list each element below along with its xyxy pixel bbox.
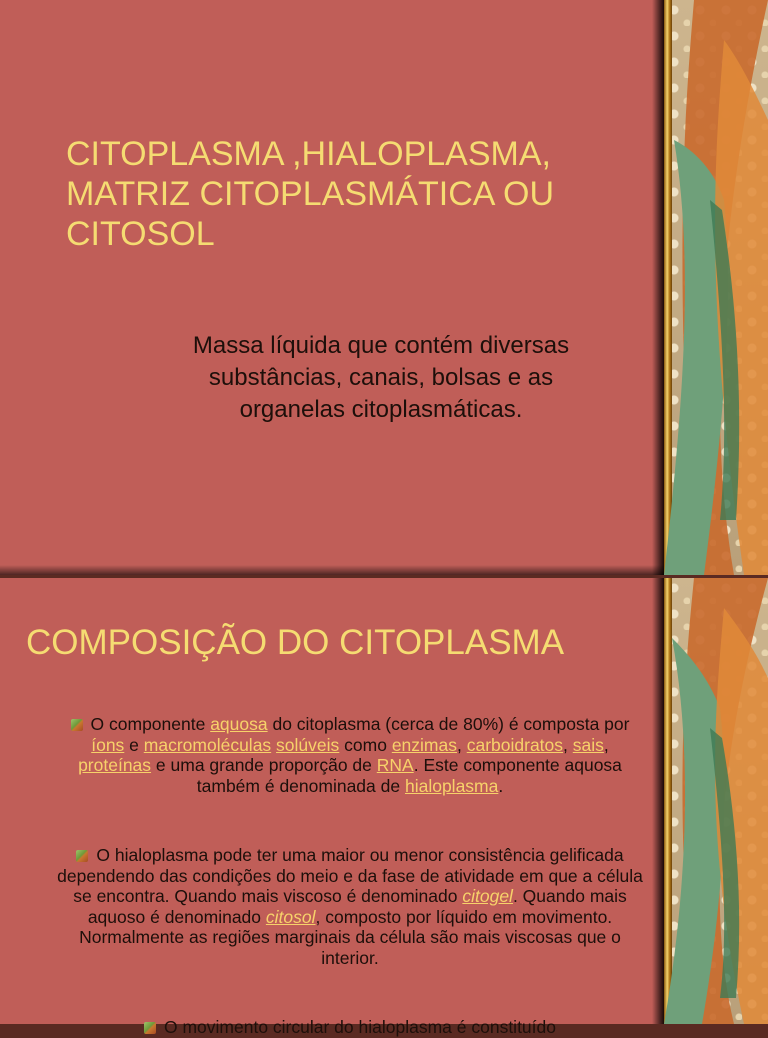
link-enzimas[interactable]: enzimas bbox=[391, 734, 457, 755]
paragraph-2: O hialoplasma pode ter uma maior ou menor consistência gelificada dependendo das condições do meio e da fase de atividade em que a célula se encontra. Quando mais viscoso é denominado citogel. Quando mais aquoso é denominado citosol, composto por líquido em movimento. Normalmente as regiões marginais da célula são mais viscosas que o interior. bbox=[57, 845, 643, 968]
slide-1-title: CITOPLASMA ,HIALOPLASMA, MATRIZ CITOPLASMÁTICA OU CITOSOL bbox=[66, 135, 555, 253]
link-citosol[interactable]: citosol bbox=[265, 906, 316, 927]
bullet-icon bbox=[71, 719, 83, 731]
link-sais[interactable]: sais bbox=[572, 734, 604, 755]
decorative-band bbox=[664, 0, 768, 575]
paragraph-1: O componente aquosa do citoplasma (cerca de 80%) é composta por íons e macromoléculas solúveis como enzimas, carboidratos, sais, proteínas e uma grande proporção de RNA. Este componente aquosa também é denominada de hialoplasma. bbox=[56, 714, 644, 796]
slide-shadow-right bbox=[652, 0, 664, 575]
bullet-icon bbox=[144, 1022, 156, 1034]
decorative-band bbox=[664, 578, 768, 1024]
link-hialoplasma[interactable]: hialoplasma bbox=[404, 775, 499, 796]
link-rna[interactable]: RNA bbox=[376, 755, 414, 775]
link-proteinas[interactable]: proteínas bbox=[78, 755, 152, 775]
slide-shadow-right bbox=[652, 578, 664, 1024]
paragraph-3: O movimento circular do hialoplasma é constituído bbox=[56, 1017, 644, 1038]
link-macromoleculas[interactable]: macromoléculas bbox=[143, 734, 272, 755]
link-soluveis[interactable]: solúveis bbox=[276, 734, 340, 755]
link-ions[interactable]: íons bbox=[91, 734, 125, 755]
slide-2 bbox=[0, 578, 768, 1037]
slide-2-title: COMPOSIÇÃO DO CITOPLASMA bbox=[26, 623, 565, 662]
link-citogel[interactable]: citogel bbox=[462, 886, 513, 906]
link-aquosa[interactable]: aquosa bbox=[210, 714, 268, 734]
link-carboidratos[interactable]: carboidratos bbox=[466, 734, 564, 755]
slide-1-body: Massa líquida que contém diversas substâncias, canais, bolsas e as organelas citoplasmáticas. bbox=[192, 332, 570, 423]
bullet-icon bbox=[76, 850, 88, 862]
slide-shadow-bottom bbox=[0, 565, 664, 575]
